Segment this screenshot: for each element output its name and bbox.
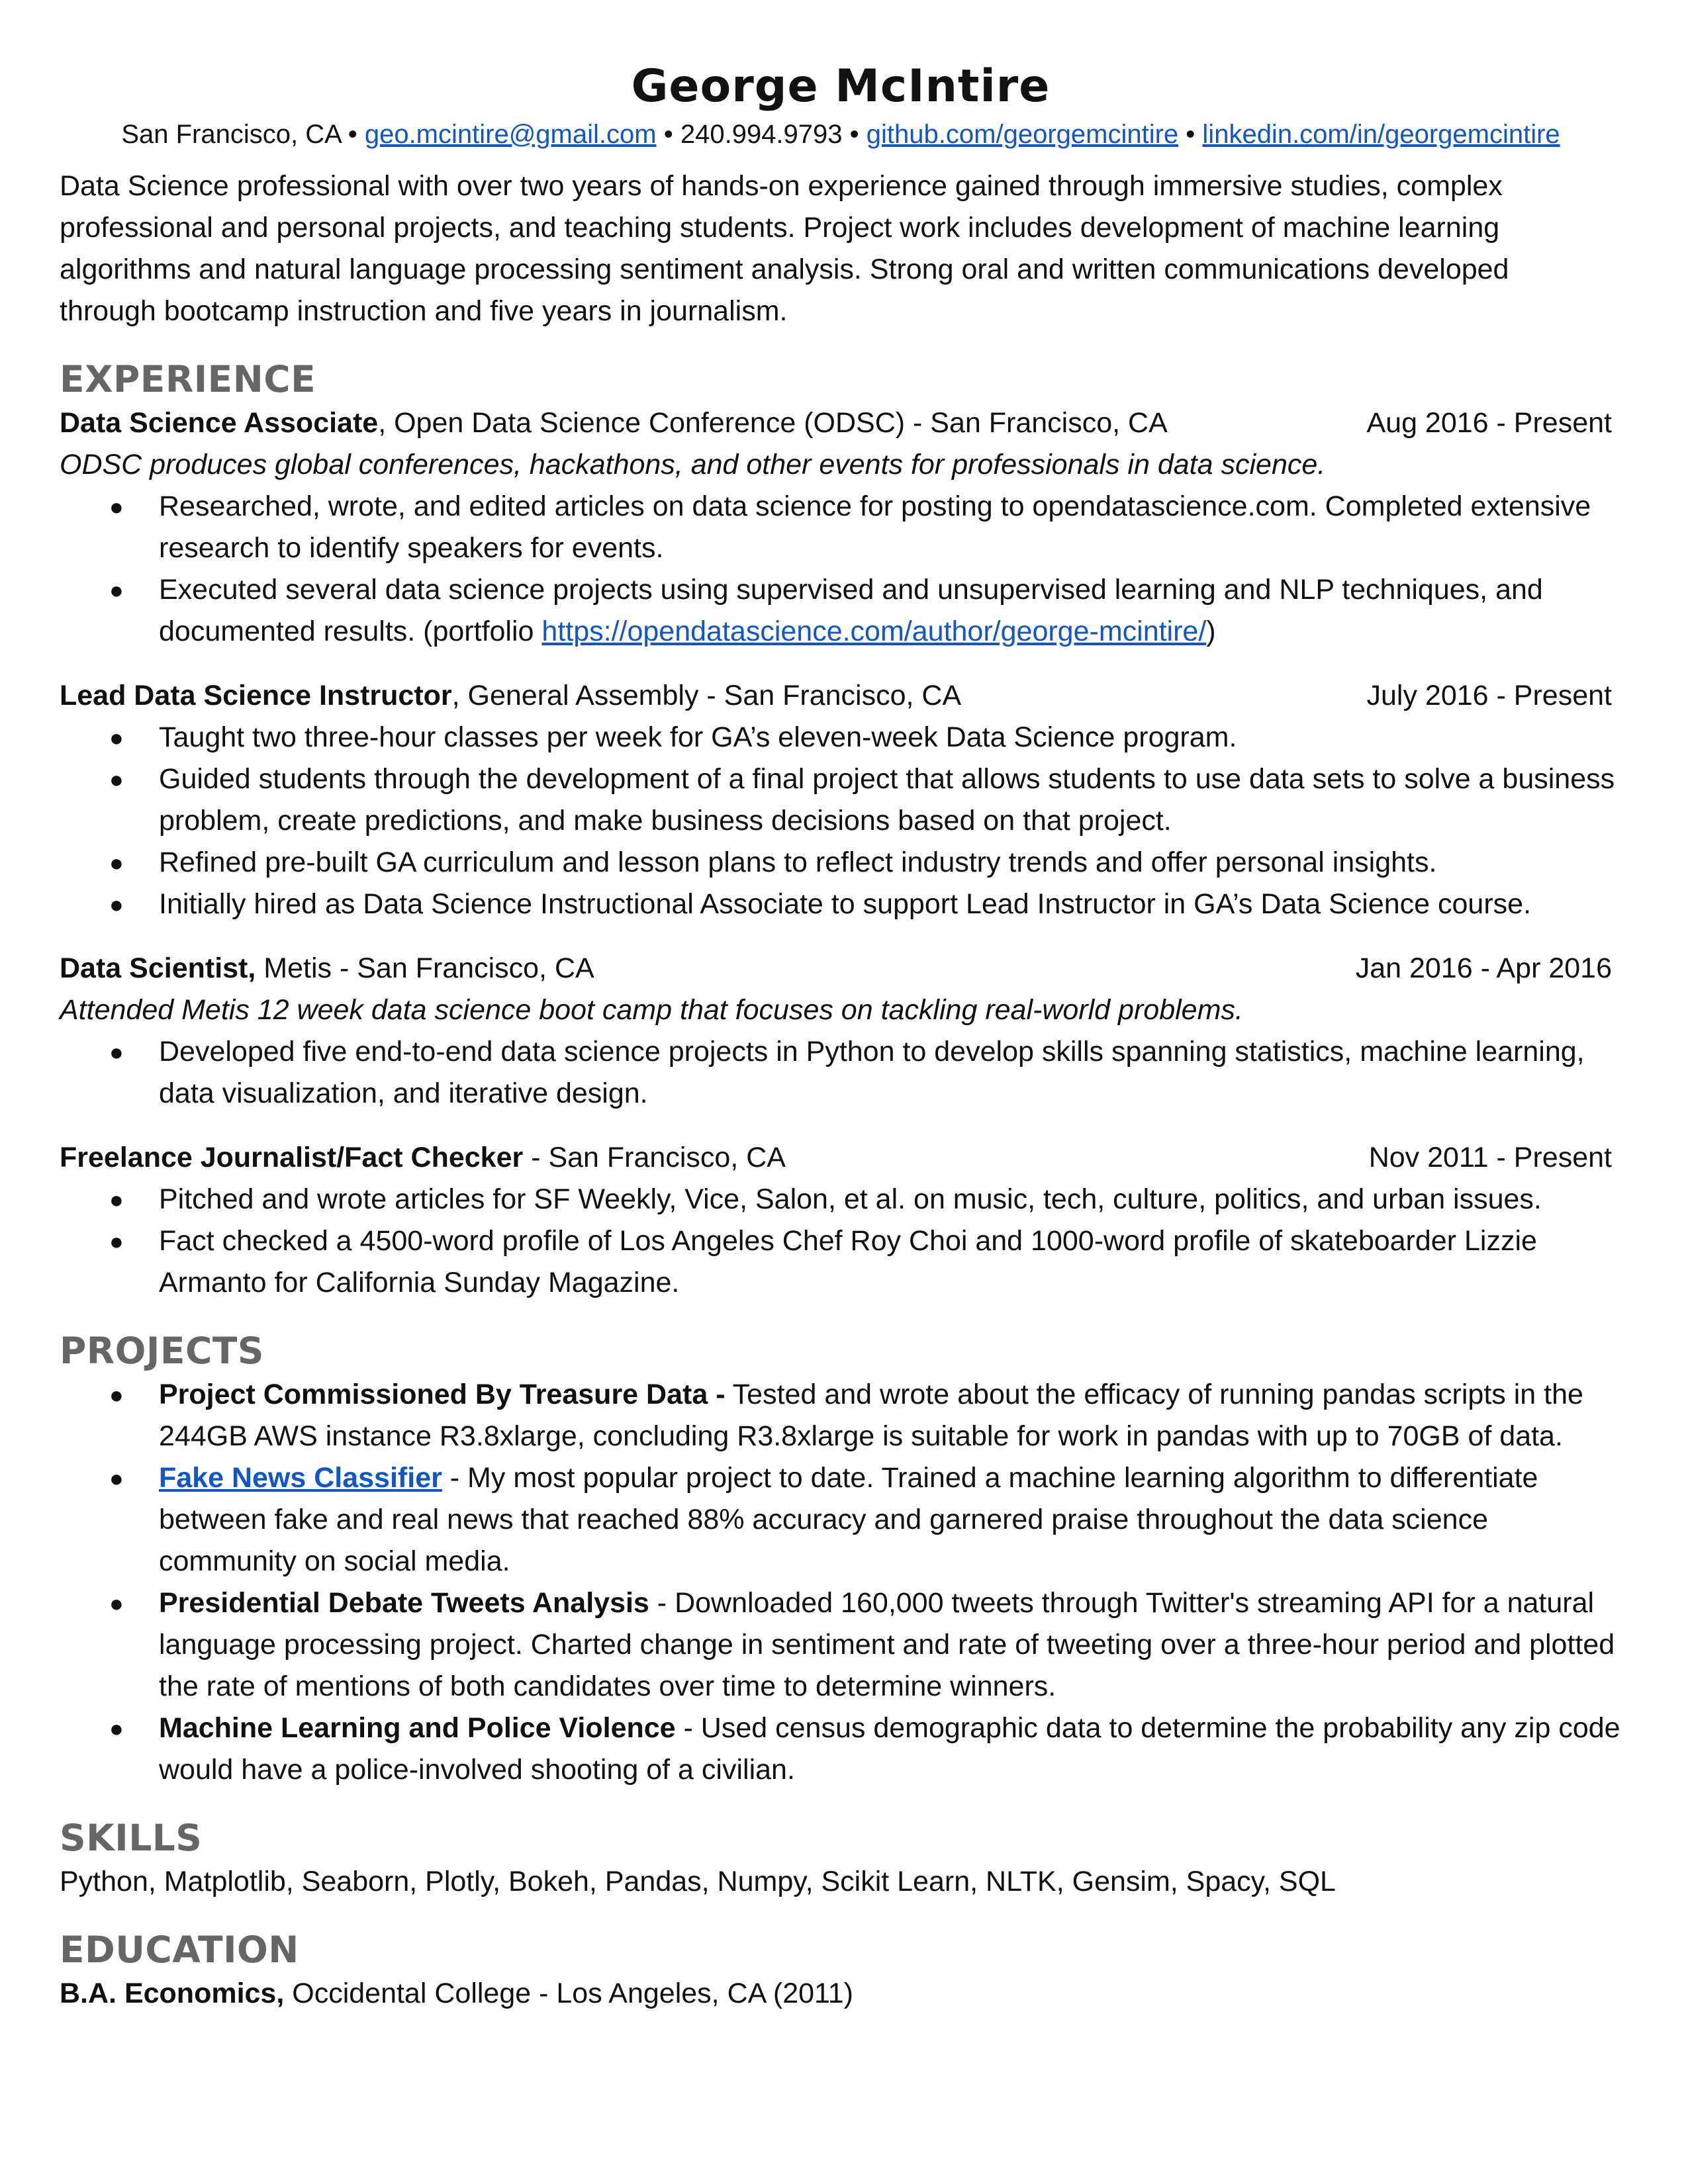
section-title-experience: EXPERIENCE <box>60 358 316 400</box>
job-header <box>60 675 1612 717</box>
bullet-icon: ● <box>109 1228 124 1255</box>
list-item: ● Executed several data science projects using supervised and unsupervised learning and NLP techniques, and documented results. (portfolio https://opendatascience.com/author/george-mcintire/) <box>60 569 1622 653</box>
job-title: Freelance Journalist/Fact Checker <box>60 1142 524 1173</box>
portfolio-link[interactable]: https://opendatascience.com/author/george-mcintire/ <box>541 615 1207 647</box>
summary: Data Science professional with over two years of hands-on experience gained through immersive studies, complex professional and personal projects, and teaching students. Project work includes development of machine learning algorithms and natural language processing sentiment analysis. Strong oral and written communications developed through bootcamp instruction and five years in journalism. <box>60 170 1509 327</box>
job-dates: Nov 2011 - Present <box>1368 1142 1612 1173</box>
project-list <box>60 1374 1622 1791</box>
linkedin-link[interactable]: linkedin.com/in/georgemcintire <box>1202 120 1560 149</box>
job-entry <box>60 1137 1622 1304</box>
list-item: ● Presidential Debate Tweets Analysis - Downloaded 160,000 tweets through Twitter's streaming API for a natural language processing project. Charted change in sentiment and rate of tweeting over a three-hour period and plotted the rate of mentions of both candidates over time to determine winners. <box>60 1582 1622 1707</box>
school: Occidental College - Los Angeles, CA (2011) <box>284 1978 853 2009</box>
job-dates: July 2016 - Present <box>1366 680 1612 711</box>
job-bullets <box>60 717 1622 925</box>
list-item: ● Project Commissioned By Treasure Data - Tested and wrote about the efficacy of running pandas scripts in the 244GB AWS instance R3.8xlarge, concluding R3.8xlarge is suitable for work in pandas with up to 70GB of data. <box>60 1374 1622 1457</box>
job-bullets <box>60 1179 1622 1304</box>
bullet-icon: ● <box>109 766 124 793</box>
candidate-name: George McIntire <box>631 60 1051 113</box>
list-item: ● Refined pre-built GA curriculum and lesson plans to reflect industry trends and offer personal insights. <box>60 842 1622 884</box>
bullet-icon: ● <box>109 1465 124 1492</box>
list-item: ● Taught two three-hour classes per week for GA’s eleven-week Data Science program. <box>60 717 1622 758</box>
list-item: ● Fact checked a 4500-word profile of Los Angeles Chef Roy Choi and 1000-word profile of skateboarder Lizzie Armanto for California Sunday Magazine. <box>60 1220 1622 1304</box>
job-entry <box>60 948 1622 1115</box>
job-org: Metis - San Francisco, CA <box>256 952 594 984</box>
bullet-icon: ● <box>109 1381 124 1408</box>
list-item: ● Guided students through the development of a final project that allows students to use data sets to solve a business problem, create predictions, and make business decisions based on that project. <box>60 758 1622 842</box>
bullet-icon: ● <box>109 1186 124 1213</box>
list-item: ● Developed five end-to-end data science projects in Python to develop skills spanning statistics, machine learning, data visualization, and iterative design. <box>60 1031 1622 1115</box>
contact-line <box>60 115 1622 154</box>
separator: • <box>849 120 859 149</box>
job-org: , General Assembly - San Francisco, CA <box>451 680 962 711</box>
project-title: Machine Learning and Police Violence <box>159 1712 676 1744</box>
skills-list: Python, Matplotlib, Seaborn, Plotly, Bokeh, Pandas, Numpy, Scikit Learn, NLTK, Gensim, Spacy, SQL <box>60 1866 1336 1897</box>
phone: 240.994.9793 <box>680 120 843 149</box>
section-title-projects: PROJECTS <box>60 1330 264 1372</box>
project-title: Project Commissioned By Treasure Data - <box>159 1379 726 1410</box>
job-title: Data Science Associate <box>60 407 379 439</box>
bullet-icon: ● <box>109 1038 124 1066</box>
project-title: Presidential Debate Tweets Analysis <box>159 1587 649 1619</box>
list-item: ● Initially hired as Data Science Instructional Associate to support Lead Instructor in GA’s Data Science course. <box>60 884 1622 925</box>
list-item: ● Researched, wrote, and edited articles on data science for posting to opendatascience.com. Completed extensive research to identify speakers for events. <box>60 486 1622 569</box>
job-description: ODSC produces global conferences, hackathons, and other events for professionals in data science. <box>60 449 1326 480</box>
education-entry <box>60 1973 1622 2015</box>
job-bullets <box>60 486 1622 653</box>
job-title: Lead Data Science Instructor <box>60 680 452 711</box>
github-link[interactable]: github.com/georgemcintire <box>866 120 1179 149</box>
section-title-education: EDUCATION <box>60 1929 299 1971</box>
list-item: ● Pitched and wrote articles for SF Weekly, Vice, Salon, et al. on music, tech, culture, politics, and urban issues. <box>60 1179 1622 1220</box>
separator: • <box>1186 120 1196 149</box>
degree: B.A. Economics, <box>60 1978 285 2009</box>
bullet-icon: ● <box>109 724 124 751</box>
job-bullets <box>60 1031 1622 1115</box>
job-header <box>60 1137 1612 1179</box>
email-link[interactable]: geo.mcintire@gmail.com <box>364 120 657 149</box>
job-dates: Aug 2016 - Present <box>1366 407 1612 439</box>
list-item: ● Fake News Classifier - My most popular project to date. Trained a machine learning algorithm to differentiate between fake and real news that reached 88% accuracy and garnered praise throughout the data science community on social media. <box>60 1457 1622 1582</box>
bullet-icon: ● <box>109 1715 124 1742</box>
job-org: - San Francisco, CA <box>523 1142 786 1173</box>
job-entry <box>60 675 1622 925</box>
bullet-icon: ● <box>109 891 124 918</box>
bullet-icon: ● <box>109 493 124 520</box>
fake-news-classifier-link[interactable]: Fake News Classifier <box>159 1462 442 1494</box>
separator: • <box>348 120 357 149</box>
job-header <box>60 402 1612 444</box>
job-title: Data Scientist, <box>60 952 256 984</box>
job-header <box>60 948 1612 989</box>
separator: • <box>663 120 673 149</box>
bullet-icon: ● <box>109 1590 124 1617</box>
bullet-icon: ● <box>109 576 124 604</box>
list-item: ● Machine Learning and Police Violence - Used census demographic data to determine the probability any zip code would have a police-involved shooting of a civilian. <box>60 1707 1622 1791</box>
section-title-skills: SKILLS <box>60 1817 203 1859</box>
job-entry <box>60 402 1622 653</box>
bullet-icon: ● <box>109 849 124 876</box>
location: San Francisco, CA <box>121 120 341 149</box>
job-description: Attended Metis 12 week data science boot camp that focuses on tackling real-world problems. <box>60 994 1243 1026</box>
job-dates: Jan 2016 - Apr 2016 <box>1355 952 1612 984</box>
job-org: , Open Data Science Conference (ODSC) - San Francisco, CA <box>378 407 1168 439</box>
